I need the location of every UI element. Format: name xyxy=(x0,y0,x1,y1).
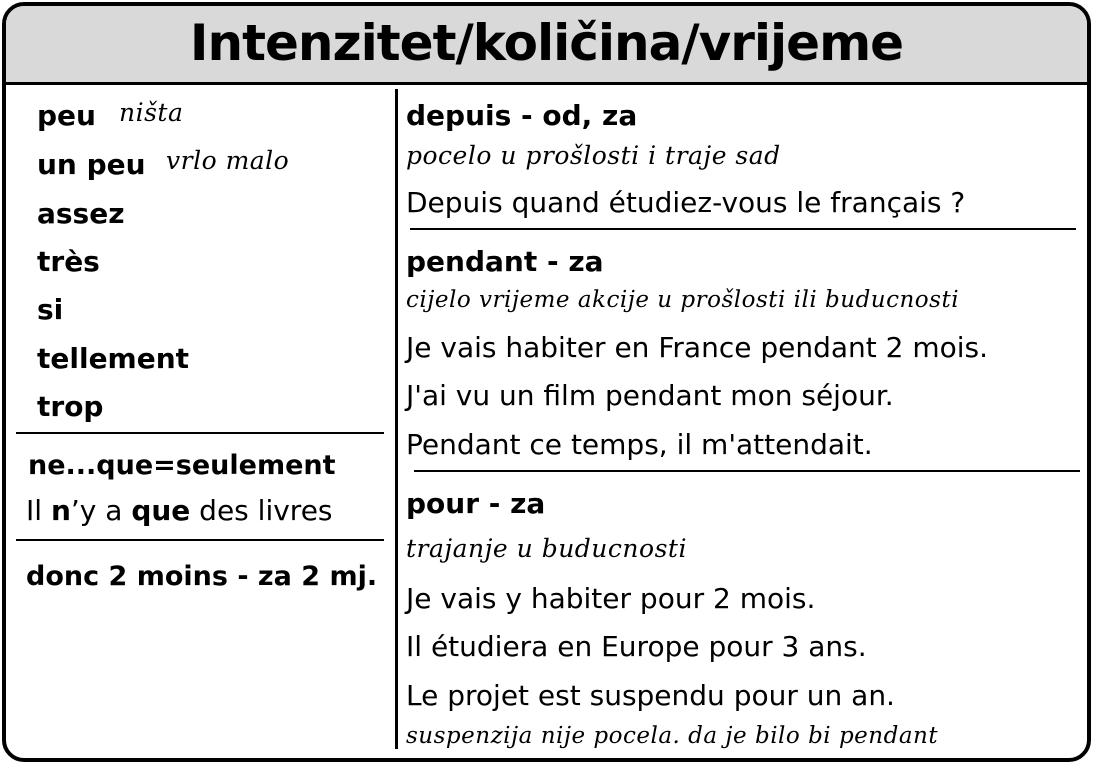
pour-note: trajanje u buducnosti xyxy=(406,534,687,563)
right-separator-1 xyxy=(410,228,1076,230)
right-separator-2 xyxy=(414,470,1080,472)
word-peu: peu xyxy=(37,99,96,132)
pour-example-2: Il étudiera en Europe pour 3 ans. xyxy=(406,630,867,663)
neque-example: Il n’y a que des livres xyxy=(26,494,333,527)
word-tellement: tellement xyxy=(37,342,190,375)
pour-footnote: suspenzija nije pocela. da je bilo bi pendant xyxy=(406,723,939,749)
word-si: si xyxy=(37,293,64,326)
depuis-note: pocelo u prošlosti i traje sad xyxy=(406,141,781,170)
page-title: Intenzitet/količina/vrijeme xyxy=(189,14,904,72)
column-divider xyxy=(395,89,398,749)
title-bar xyxy=(6,6,1087,85)
pendant-example-1: Je vais habiter en France pendant 2 mois. xyxy=(406,331,989,364)
pour-heading: pour - za xyxy=(406,487,546,520)
depuis-heading: depuis - od, za xyxy=(406,99,638,132)
left-separator-2 xyxy=(16,539,384,541)
note-peu: ništa xyxy=(119,98,184,127)
depuis-example-1: Depuis quand étudiez-vous le français ? xyxy=(406,186,966,219)
word-assez: assez xyxy=(37,197,125,230)
word-un-peu: un peu xyxy=(37,148,146,181)
pour-example-3: Le projet est suspendu pour un an. xyxy=(406,679,895,712)
left-separator-1 xyxy=(16,432,384,434)
vocabulary-card xyxy=(2,2,1091,762)
word-trop: trop xyxy=(37,390,104,423)
pour-example-1: Je vais y habiter pour 2 mois. xyxy=(406,582,816,615)
note-un-peu: vrlo malo xyxy=(166,146,290,175)
donc-text: donc 2 moins - za 2 mj. xyxy=(26,561,378,592)
neque-heading: ne...que=seulement xyxy=(28,450,336,481)
pendant-note: cijelo vrijeme akcije u prošlosti ili buducnosti xyxy=(406,287,960,313)
pendant-example-3: Pendant ce temps, il m'attendait. xyxy=(406,428,873,461)
pendant-example-2: J'ai vu un film pendant mon séjour. xyxy=(406,379,894,412)
word-tres: très xyxy=(37,245,100,278)
pendant-heading: pendant - za xyxy=(406,245,604,278)
